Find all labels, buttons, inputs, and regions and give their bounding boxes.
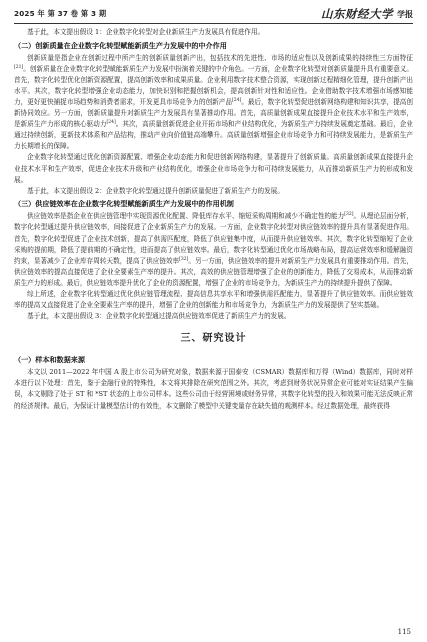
university-logo: 山东财经大学: [321, 7, 393, 21]
body-paragraph: 创新质量是指企业在创新过程中所产生的创新质量创新产出，包括技术的先进性、市场的适应性以及创新成果的持续性三方面特征[21]。创新质量在企业数字化转型赋能新质生产力发展中扮演着关键的中介角色。一方面，企业数字化转型对创新质量提升具有重要意义。首先，数字化转型优化创新资源配置，提高创新效率和成果质量。企业利用数字技术整合资源，实现创新过程精细化管理，提升创新产出水平。其次，数字化转型增强企业动态能力，加快识别和把握创新机会，提高创新针对性和适应性。企业借助数字技术增强市场感知能力，更好更快捕捉市场趋势和消费者需求，开发更具市场竞争力的创新产品[24]。最后，数字化转型促进创新网络构建和知识共享，提高创新协同效应。另一方面，创新质量提升对新质生产力发展具有显著推动作用。首先，高质量创新成果直接提升企业技术水平和生产效率，是新质生产力形成的核心驱动力[24]。其次，高质量创新促进企业开拓市场和产业结构优化，为新质生产力持续发展奠定基础。最后，企业通过持续创新，更新技术体系和产品结构，推动产业向价值链高端攀升。高质量创新增强企业市场竞争力和可持续发展能力，是新质生产力长期增长的保障。: [14, 53, 414, 151]
body-paragraph: 企业数字化转型通过优化创新资源配置、增强企业动态能力和促进创新网络构建，显著提升了创新质量。高质量创新成果直接提升企业技术水平和生产效率，促进企业技术升级和产业结构优化，增强企业市场竞争力和可持续发展能力，从而推动新质生产力的形成和发展。: [14, 153, 413, 184]
body-paragraph: 综上所述，企业数字化转型通过优化供应链管理流程、提高信息共享水平和增强供需匹配能力，显著提升了供应链效率。而供应链效率的提高又直接促进了企业全要素生产率的提升，增强了企业的创新能力和市场竞争力，为新质生产力的发展提供了坚实基础。: [14, 289, 413, 310]
running-header: [14, 5, 413, 24]
body-paragraph: 基于此，本文提出假设 2：企业数字化转型通过提升创新质量促进了新质生产力的发展。: [27, 186, 284, 195]
article-body: [14, 27, 413, 412]
subsection-heading: （二）创新质量在企业数字化转型赋能新质生产力发展中的中介作用: [14, 40, 227, 50]
subsection-heading: （三）供应链效率在企业数字化转型赋能新质生产力发展中的作用机制: [14, 199, 234, 209]
body-paragraph: 供应链效率是指企业在供应链管理中实现资源优化配置、降低库存水平、缩短采购周期和减少不确定性的能力[32]。从理论层面分析，数字化转型通过提升供应链效率，间接促进了企业新质生产力的发展。一方面，企业数字化转型对供应链效率的提升具有显著促进作用。首先，数字化转型促进了企业技术创新，提高了供需匹配度，降低了供应链集中度，从而提升供应链效率。其次，数字化转型缩短了企业采购的提前期，降低了提前期的不确定性，进而提高了供应链效率。最后，数字化转型通过优化市场战略布局，提高运营效率和缓解融资约束，显著减少了企业库存周转天数，提高了供应链效率[32]。另一方面，供应链效率的提升对新质生产力发展具有重要推动作用。首先，供应链效率的提高直接促进了企业全要素生产率的提升。其次，高效的供应链管理增强了企业的创新能力，降低了交易成本，从而推动新质生产力的形成。最后，供应链效率提升优化了企业的资源配置，增强了企业的市场竞争力，为新质生产力的持续提升提供了保障。: [14, 212, 414, 287]
subsection-heading: （一）样本和数据来源: [14, 355, 85, 365]
journal-name: 学报: [397, 9, 413, 19]
page-number: 115: [397, 628, 411, 636]
body-paragraph: 本文以 2011—2022 年中国 A 股上市公司为研究对象，数据来源于国泰安（CSMAR）数据库和万得（Wind）数据库，同时对样本进行以下处理：首先，鉴于金融行业的特殊性，本文将其排除在研究范围之外。其次，考虑到财务状况异常企业可能对实证结果产生偏误，本文剔除了处于 ST 和 *ST 状态的上市公司样本。这些公司由于经营困境或财务异常，其数字化转型的投入和效果可能无法反映正常的经济规律。最后，为保证计量模型估计的有效性，本文删除了模型中关键变量存在缺失值的观测样本。经过数据处理，最终获得: [14, 368, 413, 410]
journal-brand: [321, 6, 413, 22]
body-paragraph: 基于此，本文提出假设 1：企业数字化转型对企业新质生产力发展具有促进作用。: [27, 28, 265, 36]
section-title: 三、研究设计: [180, 333, 247, 345]
issue-info: 2025 年 第 37 卷 第 3 期: [14, 9, 107, 18]
body-paragraph: 基于此，本文提出假设 3：企业数字化转型通过提高供应链效率促进了新质生产力的发展。: [27, 312, 291, 321]
